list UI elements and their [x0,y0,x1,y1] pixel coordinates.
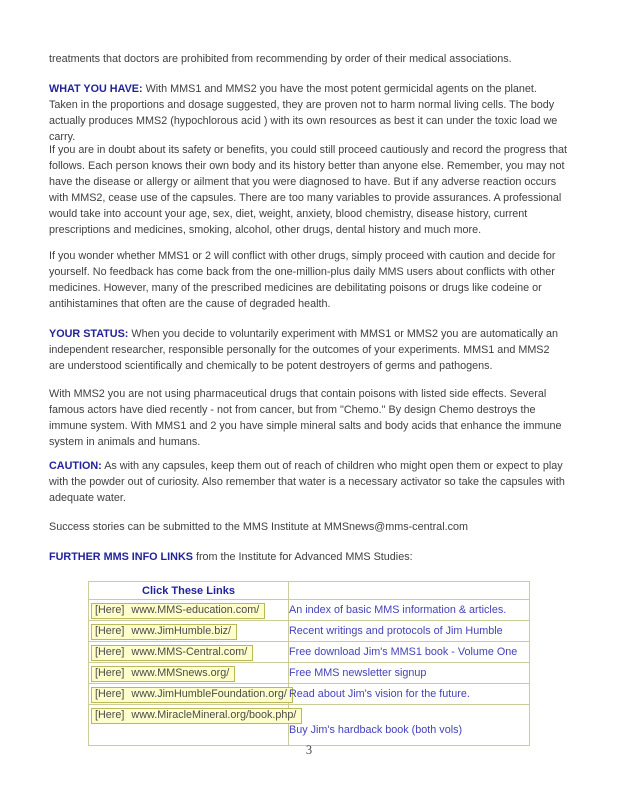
links-table [88,581,530,746]
link-description: Free MMS newsletter signup [289,667,427,679]
paragraph-safety-advice [49,142,567,238]
links-table-header: Click These Links [142,584,235,597]
section-label: YOUR STATUS: [49,328,129,340]
here-label: [Here] [95,603,125,616]
here-label: [Here] [95,645,125,658]
further-links-heading [49,549,567,565]
link-url: www.JimHumbleFoundation.org/ [131,687,287,700]
here-label: [Here] [95,687,125,700]
link-here-button[interactable] [91,645,253,661]
paragraph-pharma-comparison [49,386,567,450]
section-label: WHAT YOU HAVE: [49,83,143,95]
table-row [89,705,530,746]
links-table-header-empty-cell [289,582,530,600]
link-here-button[interactable] [91,624,237,640]
section-label: FURTHER MMS INFO LINKS [49,551,193,563]
table-row [89,684,530,705]
paragraph-text: As with any capsules, keep them out of reach of children who might open them or expect to play with the powder out of curiosity. Also remember that water is a necessary activator so take the capsules with adequate water. [49,460,565,504]
table-row [89,600,530,621]
here-label: [Here] [95,624,125,637]
paragraph-text: When you decide to voluntarily experiment with MMS1 or MMS2 you are automatically an independent researcher, responsible personally for the outcomes of your experiments. MMS1 and MMS2 are understood scientifically and chemically to be potent destroyers of germs and pathogens. [49,328,559,372]
paragraph-caution [49,458,567,506]
paragraph-text: If you are in doubt about its safety or benefits, you could still proceed cautiously and record the progress that follows. Each person knows their own body and its history better than anyone else. Remember, you may not have the disease or allergy or ailment that you were diagnosed to have. But if any adverse reaction occurs with MMS2, cease use of the capsules. There are too many variables to provide assurances. A professional would take into account your age, sex, diet, weight, anxiety, blood chemistry, disease history, current prescriptions and medicines, smoking, alcohol, other drugs, dental history and much more. [49,144,567,236]
here-label: [Here] [95,709,125,721]
table-row [89,642,530,663]
paragraph-success-stories [49,519,567,535]
link-description: Recent writings and protocols of Jim Humble [289,625,503,637]
paragraph-text: With MMS2 you are not using pharmaceutical drugs that contain poisons with listed side effects. Several famous actors have died recently - not from cancer, but from "Chemo." By design Chemo destroys the immune system. With MMS1 and 2 you have simple mineral salts and body acids that enhance the immune system in animals and humans. [49,388,562,448]
link-url: www.MMSnews.org/ [131,666,230,679]
link-here-button[interactable] [91,708,302,724]
here-label: [Here] [95,666,125,679]
link-description: Free download Jim's MMS1 book - Volume One [289,646,518,658]
link-here-button[interactable] [91,687,293,703]
paragraph-text: treatments that doctors are prohibited from recommending by order of their medical associations. [49,53,512,65]
link-description: Read about Jim's vision for the future. [289,688,470,700]
link-description: An index of basic MMS information & articles. [289,604,507,616]
link-url: www.JimHumble.biz/ [131,624,231,637]
paragraph-what-you-have [49,81,567,145]
paragraph-intro-continuation [49,51,567,67]
paragraph-text: If you wonder whether MMS1 or 2 will conflict with other drugs, simply proceed with caution and decide for yourself. No feedback has come back from the one-million-plus daily MMS users about conflicts with other medicines. However, many of the prescribed medicines are debilitating poisons or drugs like codeine or antihistamines that often are the cause of degraded health. [49,250,556,310]
table-row [89,663,530,684]
link-url: www.MMS-education.com/ [131,603,260,616]
table-row [89,621,530,642]
paragraph-text: With MMS1 and MMS2 you have the most potent germicidal agents on the planet. Taken in the proportions and dosage suggested, they are proven not to harm normal living cells. The body actually produces MMS2 (hypochlorous acid ) with its own resources as best it can under the toxic load we carry. [49,83,558,143]
page-number: 3 [305,743,313,757]
section-label: CAUTION: [49,460,102,472]
paragraph-text: Success stories can be submitted to the MMS Institute at MMSnews@mms-central.com [49,521,468,533]
links-table-header-row [89,582,530,600]
paragraph-your-status [49,326,567,374]
link-here-button[interactable] [91,666,235,682]
link-url: www.MMS-Central.com/ [131,645,248,658]
paragraph-text: from the Institute for Advanced MMS Studies: [195,551,413,563]
link-url: www.MiracleMineral.org/book.php/ [131,709,297,721]
paragraph-drug-conflicts [49,248,567,312]
link-here-button[interactable] [91,603,265,619]
link-description: Buy Jim's hardback book (both vols) [289,724,463,736]
